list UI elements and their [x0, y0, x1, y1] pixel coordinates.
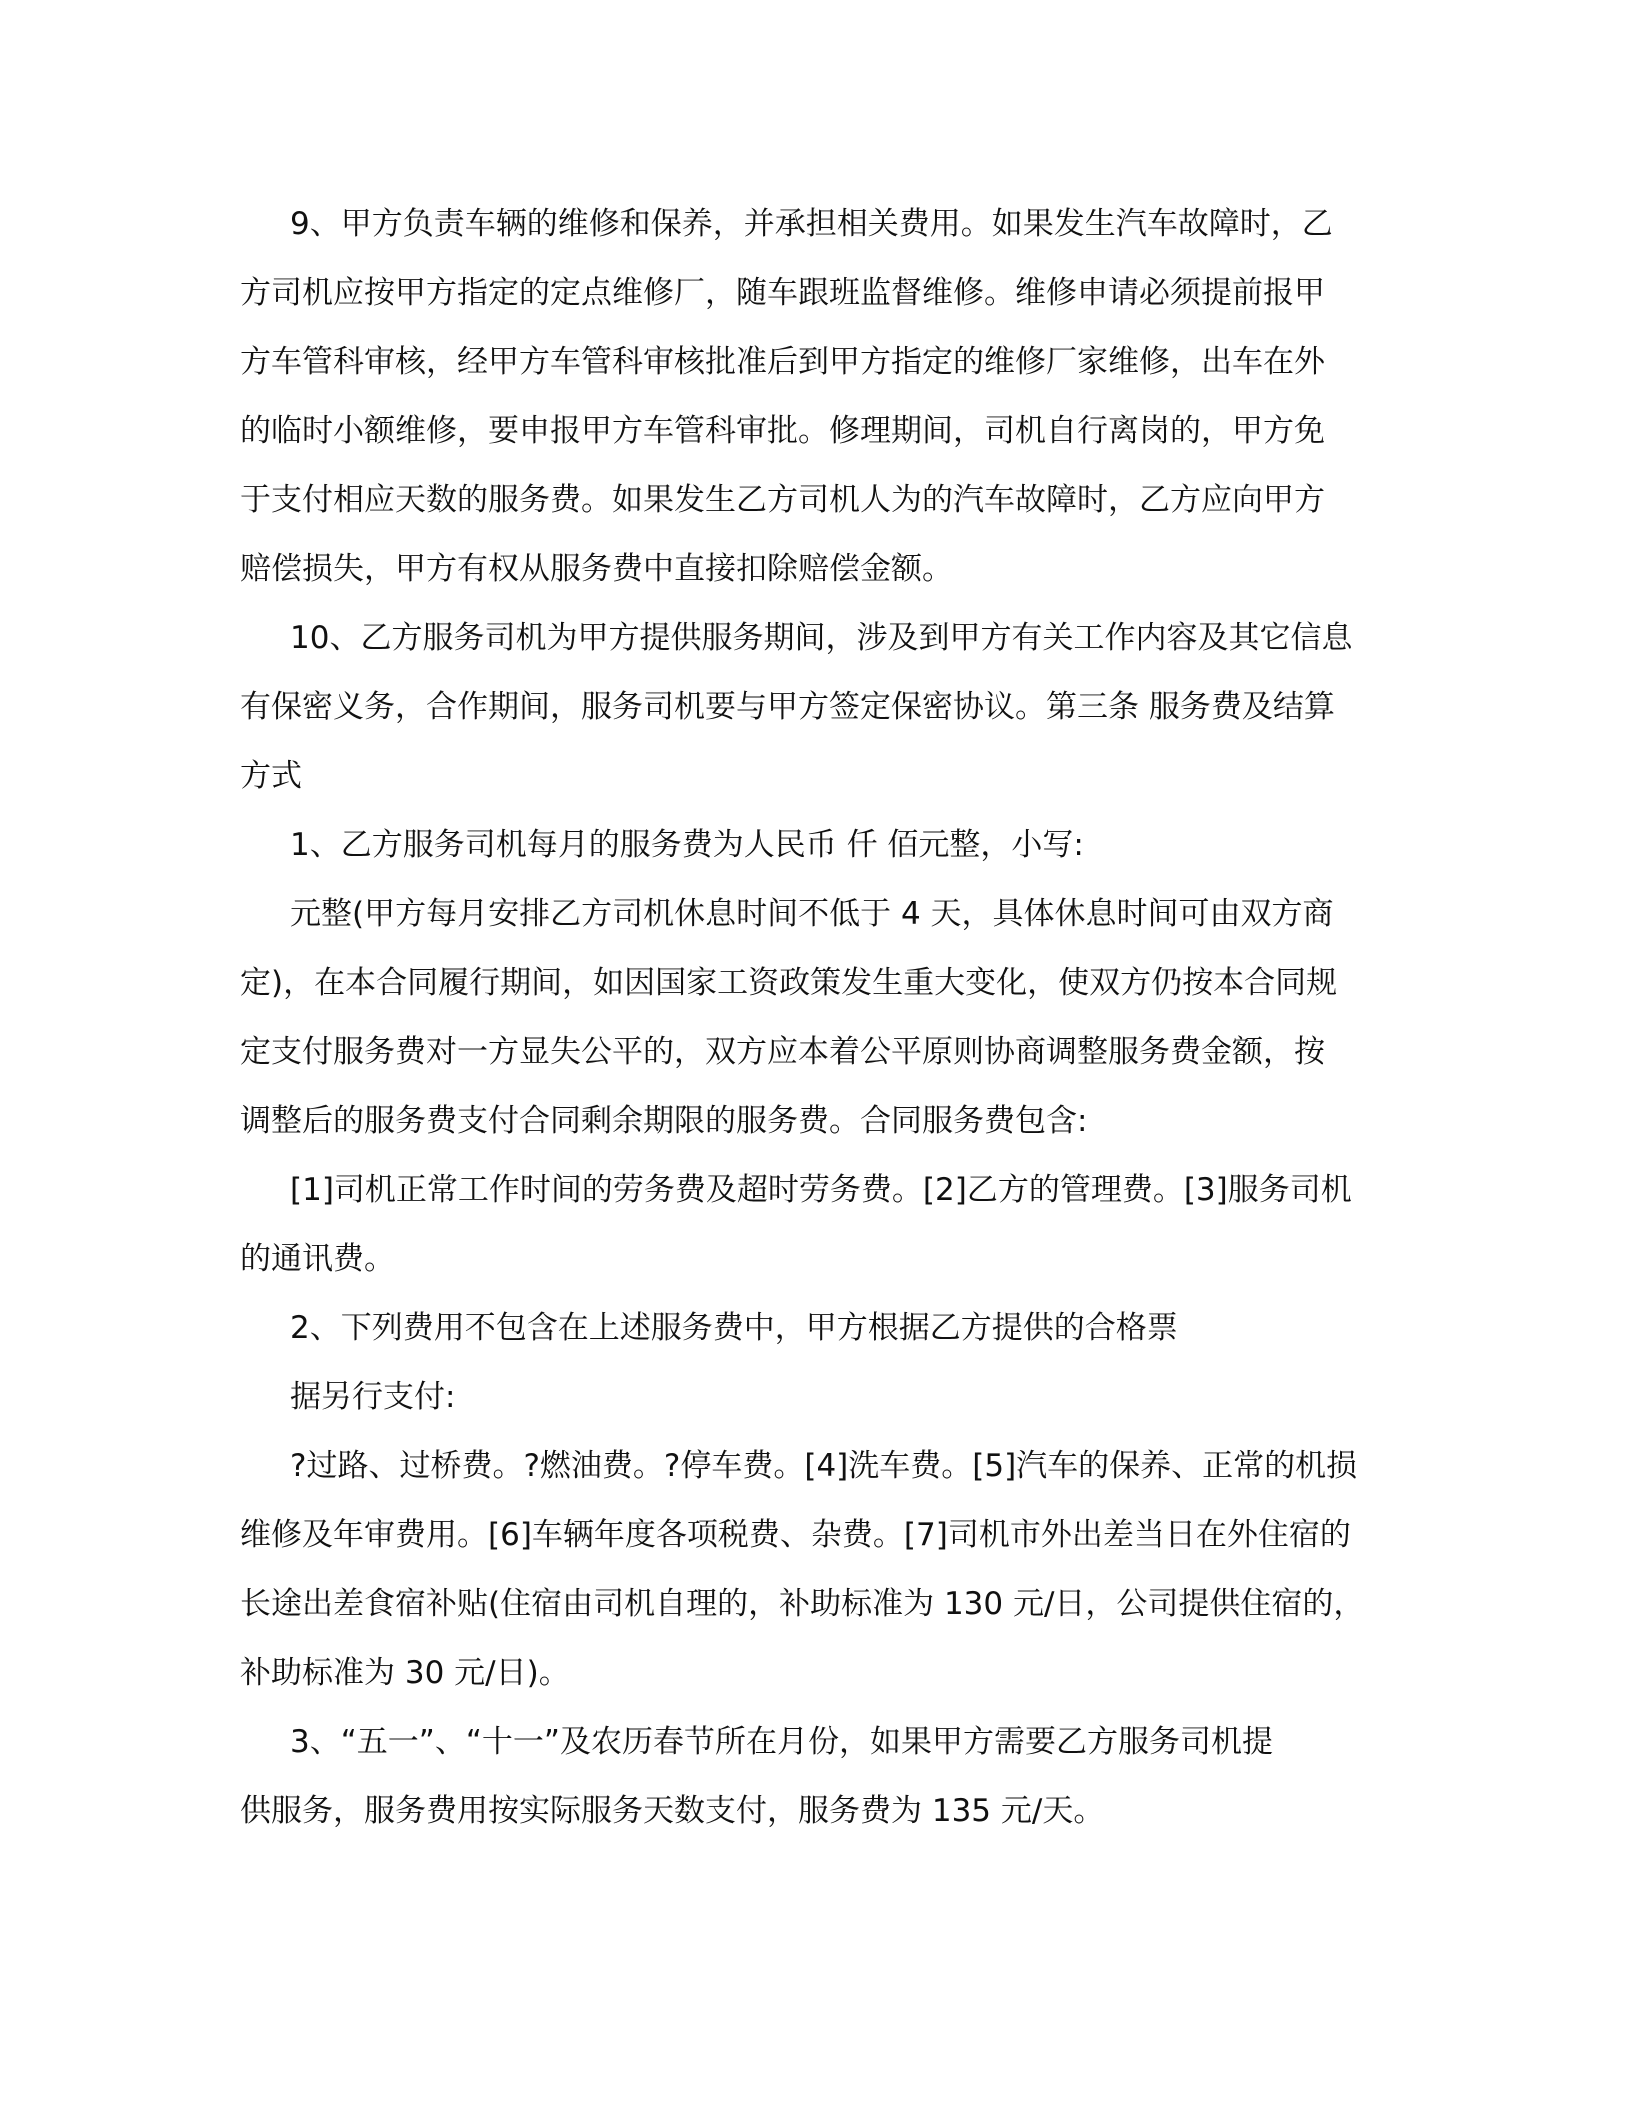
text-line: 据另行支付: — [290, 1379, 456, 1415]
text-line: 补助标准为 30 元/日)。 — [240, 1655, 570, 1691]
text-line: 方司机应按甲方指定的定点维修厂，随车跟班监督维修。维修申请必须提前报甲 — [240, 275, 1325, 311]
text-line: 3、“五一”、“十一”及农历春节所在月份，如果甲方需要乙方服务司机提 — [290, 1724, 1273, 1760]
text-line: 于支付相应天数的服务费。如果发生乙方司机人为的汽车故障时，乙方应向甲方 — [240, 482, 1325, 518]
text-line: [1]司机正常工作时间的劳务费及超时劳务费。[2]乙方的管理费。[3]服务司机 — [290, 1172, 1352, 1208]
text-line: 赔偿损失，甲方有权从服务费中直接扣除赔偿金额。 — [240, 551, 953, 587]
text-line: 供服务，服务费用按实际服务天数支付，服务费为 135 元/天。 — [240, 1793, 1105, 1829]
text-line: 2、下列费用不包含在上述服务费中，甲方根据乙方提供的合格票 — [290, 1310, 1178, 1346]
text-line: 10、乙方服务司机为甲方提供服务期间，涉及到甲方有关工作内容及其它信息 — [290, 620, 1353, 656]
text-line: 元整(甲方每月安排乙方司机休息时间不低于 4 天，具体休息时间可由双方商 — [290, 896, 1334, 932]
text-line: 1、乙方服务司机每月的服务费为人民币 仟 佰元整，小写: — [290, 827, 1084, 863]
text-line: 方式 — [240, 758, 302, 794]
text-line: 有保密义务，合作期间，服务司机要与甲方签定保密协议。第三条 服务费及结算 — [240, 689, 1335, 725]
text-line: ?过路、过桥费。?燃油费。?停车费。[4]洗车费。[5]汽车的保养、正常的机损 — [290, 1448, 1358, 1484]
text-line: 调整后的服务费支付合同剩余期限的服务费。合同服务费包含: — [240, 1103, 1088, 1139]
text-line: 9、甲方负责车辆的维修和保养，并承担相关费用。如果发生汽车故障时，乙 — [290, 206, 1333, 242]
text-line: 定)，在本合同履行期间，如因国家工资政策发生重大变化，使双方仍按本合同规 — [240, 965, 1338, 1001]
text-line: 维修及年审费用。[6]车辆年度各项税费、杂费。[7]司机市外出差当日在外住宿的 — [240, 1517, 1351, 1553]
text-line: 的临时小额维修，要申报甲方车管科审批。修理期间，司机自行离岗的，甲方免 — [240, 413, 1325, 449]
text-line: 长途出差食宿补贴(住宿由司机自理的，补助标准为 130 元/日，公司提供住宿的， — [240, 1586, 1365, 1622]
text-line: 定支付服务费对一方显失公平的，双方应本着公平原则协商调整服务费金额，按 — [240, 1034, 1325, 1070]
text-line: 方车管科审核，经甲方车管科审核批准后到甲方指定的维修厂家维修，出车在外 — [240, 344, 1325, 380]
text-line: 的通讯费。 — [240, 1241, 395, 1277]
